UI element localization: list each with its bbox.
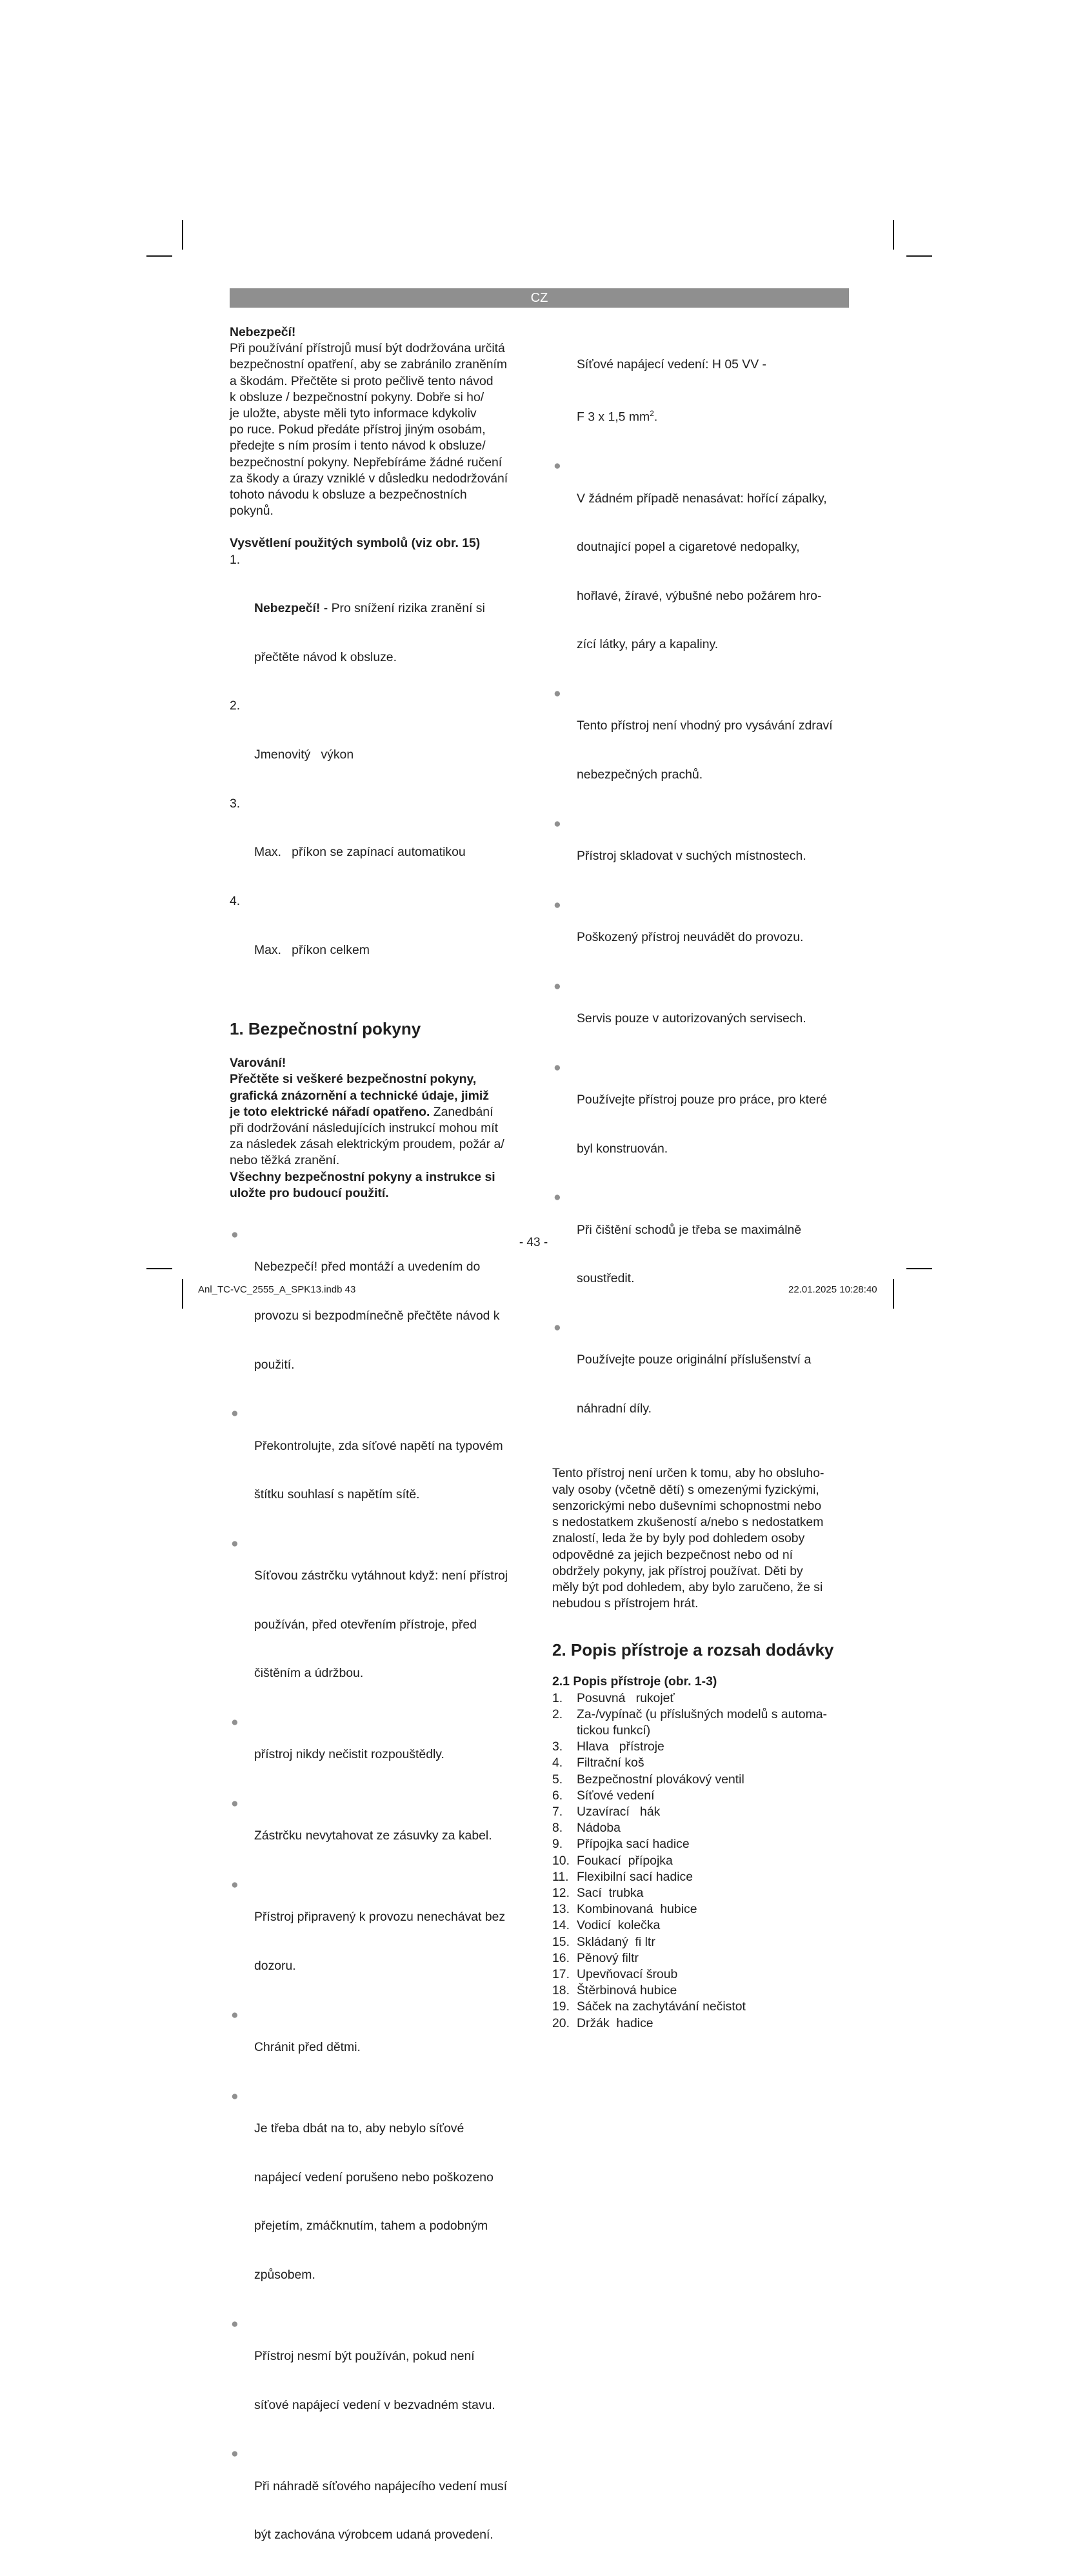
safety-bullet-list-continued [552, 458, 849, 1449]
list-number: 3. [230, 796, 241, 811]
text-line: za následek zásah elektrickým proudem, požár a/ [230, 1137, 504, 1152]
text-line: měly být pod dohledem, aby bylo zaručeno, že si [552, 1580, 823, 1594]
text-line: senzorickými nebo duševními schopnostmi nebo [552, 1498, 822, 1513]
bullet-text: Používejte pouze originální příslušenství a [577, 1352, 812, 1367]
part-text: Foukací přípojka [577, 1853, 673, 1868]
bullet-text: doutnající popel a cigaretové nedopalky, [577, 540, 800, 555]
list-item [552, 1983, 849, 1999]
text-line: obdržely pokyny, jak přístroj používat. Děti by [552, 1563, 803, 1578]
list-item [230, 796, 533, 893]
list-number: 16. [552, 1950, 570, 1965]
list-item [552, 897, 849, 978]
symbols-title: Vysvětlení použitých symbolů (viz obr. 15) [230, 536, 481, 551]
danger-title: Nebezpečí! [230, 325, 296, 339]
list-item [552, 1999, 849, 2015]
list-item [230, 698, 533, 795]
bullet-text: síťové napájecí vedení v bezvadném stavu. [254, 2397, 495, 2412]
list-number: 2. [230, 698, 241, 713]
part-text: Štěrbinová hubice [577, 1983, 677, 1998]
bullet-text: hořlavé, žíravé, výbušné nebo požárem hro- [577, 588, 822, 603]
bullet-text: přejetím, zmáčknutím, tahem a podobným [254, 2219, 488, 2234]
symbol-text: Jmenovitý výkon [254, 748, 354, 762]
bullet-text: náhradní díly. [577, 1401, 652, 1416]
bullet-dot: ● [231, 1878, 239, 1892]
symbol-text: Max. příkon celkem [254, 942, 370, 957]
bullet-text: V žádném případě nenasávat: hořící zápalky, [577, 491, 827, 506]
list-item [552, 458, 849, 686]
list-item [552, 1755, 849, 1771]
bullet-text: Je třeba dbát na to, aby nebylo síťové [254, 2121, 464, 2136]
bullet-text: Při čištění schodů je třeba se maximálně [577, 1222, 802, 1237]
bullet-text: provozu si bezpodmínečně přečtěte návod k [254, 1308, 500, 1323]
list-item [552, 1885, 849, 1901]
bullet-text: čištěním a údržbou. [254, 1666, 364, 1681]
crop-mark-bottom-right-horizontal [906, 1268, 932, 1269]
bullet-dot: ● [553, 897, 561, 912]
bullet-text: Poškozený přístroj neuvádět do provozu. [577, 929, 804, 944]
text-line: bezpečnostní pokyny. Nepřebíráme žádné ručení [230, 455, 503, 470]
list-item [552, 1739, 849, 1755]
bullet-dot: ● [553, 816, 561, 831]
list-number: 14. [552, 1918, 570, 1933]
list-item [552, 1320, 849, 1450]
bullet-text: Přístroj připravený k provozu nenechávat bez [254, 1910, 506, 1925]
list-item [552, 1836, 849, 1852]
part-text: Skládaný fi ltr [577, 1934, 655, 1949]
list-number: 13. [552, 1902, 570, 1917]
bullet-dot: ● [231, 2446, 239, 2461]
crop-mark-top-right-horizontal [906, 255, 932, 257]
danger-paragraph [230, 341, 533, 519]
bullet-text: Přístroj skladovat v suchých místnostech. [577, 848, 806, 863]
list-item [230, 552, 533, 698]
list-number: 5. [552, 1772, 563, 1787]
list-number: 8. [552, 1821, 563, 1836]
bullet-text: přístroj nikdy nečistit rozpouštědly. [254, 1747, 444, 1762]
symbol-text: přečtěte návod k obsluze. [254, 649, 397, 664]
footer-datetime: 22.01.2025 10:28:40 [788, 1284, 877, 1295]
bullet-text: nebezpečných prachů. [577, 767, 703, 782]
warning-title: Varování! [230, 1056, 286, 1071]
bullet-dot: ● [553, 1190, 561, 1205]
list-number: 10. [552, 1853, 570, 1868]
subsection-2-1-heading: 2.1 Popis přístroje (obr. 1-3) [552, 1674, 717, 1689]
list-item [230, 1877, 533, 2007]
part-text: Přípojka sací hadice [577, 1837, 690, 1852]
cable-spec-line: Síťové napájecí vedení: H 05 VV - [577, 357, 766, 372]
list-item [552, 686, 849, 816]
part-text: Upevňovací šroub [577, 1967, 678, 1981]
list-number: 20. [552, 2016, 570, 2030]
list-item [230, 1405, 533, 1536]
list-number: 3. [552, 1739, 563, 1754]
bullet-text: způsobem. [254, 2267, 315, 2282]
part-text: Posuvná rukojeť [577, 1690, 675, 1705]
list-item [552, 1901, 849, 1917]
bullet-text: použití. [254, 1357, 295, 1372]
list-item [230, 1536, 533, 1714]
bullet-dot: ● [231, 1227, 239, 1242]
bullet-text: Překontrolujte, zda síťové napětí na typovém [254, 1438, 503, 1453]
text-line: tohoto návodu k obsluze a bezpečnostních [230, 488, 467, 502]
part-text: Síťové vedení [577, 1788, 655, 1803]
crop-mark-bottom-right-vertical [893, 1279, 894, 1309]
list-item [552, 978, 849, 1060]
list-item [552, 1934, 849, 1950]
bullet-text: Při náhradě síťového napájecího vedení musí [254, 2479, 508, 2493]
list-number: 9. [552, 1837, 563, 1852]
bullet-text: Servis pouze v autorizovaných servisech. [577, 1011, 806, 1025]
crop-mark-top-left-vertical [182, 220, 183, 250]
crop-mark-top-left-horizontal [146, 255, 172, 257]
list-number: 17. [552, 1967, 570, 1981]
part-text: tickou funkcí) [577, 1723, 651, 1738]
bullet-text: štítku souhlasí s napětím sítě. [254, 1487, 420, 1502]
list-number: 4. [230, 893, 241, 908]
bullet-dot: ● [231, 2316, 239, 2331]
bullet-text: Zástrčku nevytahovat ze zásuvky za kabel. [254, 1828, 492, 1843]
warning-bold-text: je toto elektrické nářadí opatřeno. [230, 1104, 430, 1119]
text-line: bezpečnostní opatření, aby se zabránilo zraněním [230, 357, 508, 372]
list-item [230, 1714, 533, 1796]
cable-spec-end: . [653, 410, 658, 424]
warning-text: Zanedbání [430, 1104, 494, 1119]
list-number: 6. [552, 1788, 563, 1803]
bullet-text: být zachována výrobcem udaná provedení. [254, 2528, 494, 2542]
list-number: 7. [552, 1804, 563, 1819]
bullet-text: Chránit před dětmi. [254, 2040, 361, 2055]
bullet-text: zící látky, páry a kapaliny. [577, 637, 719, 652]
language-header-bar [230, 288, 849, 308]
text-line: s nedostatkem zkušeností a/nebo s nedostatkem [552, 1515, 824, 1530]
list-number: 15. [552, 1934, 570, 1949]
bullet-text: Používejte přístroj pouze pro práce, pro které [577, 1093, 828, 1107]
bullet-dot: ● [231, 2007, 239, 2022]
warning-bold-text: uložte pro budoucí použití. [230, 1185, 389, 1200]
list-item [552, 1804, 849, 1820]
bullet-dot: ● [231, 1796, 239, 1811]
list-number: 4. [552, 1756, 563, 1770]
left-column [230, 324, 533, 2576]
list-item [552, 1869, 849, 1885]
text-line: nebudou s přístrojem hrát. [552, 1596, 699, 1611]
list-number: 1. [230, 552, 241, 567]
bullet-text: soustředit. [577, 1271, 635, 1286]
page-number: - 43 - [519, 1236, 548, 1249]
bullet-dot: ● [553, 686, 561, 700]
part-text: Držák hadice [577, 2016, 653, 2030]
text-line: po ruce. Pokud předáte přístroj jiným osobám, [230, 422, 486, 437]
symbol-text: Max. příkon se zapínací automatikou [254, 845, 466, 860]
part-text: Kombinovaná hubice [577, 1902, 697, 1917]
bullet-text: dozoru. [254, 1959, 296, 1974]
list-item [552, 1853, 849, 1869]
list-item [552, 1917, 849, 1934]
bullet-dot: ● [231, 1715, 239, 1730]
list-item [552, 2016, 849, 2032]
list-item [552, 1772, 849, 1788]
text-line: a škodám. Přečtěte si proto pečlivě tento návod [230, 373, 494, 388]
bullet-text: Přístroj nesmí být používán, pokud není [254, 2348, 475, 2363]
list-item [552, 1707, 849, 1739]
footer-file-info: Anl_TC-VC_2555_A_SPK13.indb 43 [198, 1284, 356, 1295]
right-column [552, 324, 849, 2032]
bullet-text: používán, před otevřením přístroje, před [254, 1617, 477, 1632]
crop-mark-bottom-left-vertical [182, 1279, 183, 1309]
text-line: odpovědné za jejich bezpečnost nebo od ní [552, 1547, 793, 1562]
list-item [230, 893, 533, 991]
bullet-text: Síťovou zástrčku vytáhnout když: není přístroj [254, 1569, 508, 1583]
text-line: je uložte, abyste měli tyto informace kdykoliv [230, 406, 477, 421]
warning-bold-text: Přečtěte si veškeré bezpečnostní pokyny, [230, 1072, 477, 1087]
bullet-dot: ● [231, 1406, 239, 1421]
text-line: za škody a úrazy vzniklé v důsledku nedodržování [230, 471, 508, 486]
list-number: 1. [552, 1690, 563, 1705]
list-item [552, 816, 849, 897]
language-code: CZ [530, 291, 548, 305]
list-item [552, 1690, 849, 1707]
list-item [552, 1950, 849, 1967]
symbol-text: - Pro snížení rizika zranění si [320, 601, 485, 616]
list-item [552, 1788, 849, 1804]
part-text: Nádoba [577, 1821, 621, 1836]
section-2-heading: 2. Popis přístroje a rozsah dodávky [552, 1640, 834, 1660]
bullet-text: napájecí vedení porušeno nebo poškozeno [254, 2170, 494, 2185]
list-number: 19. [552, 1999, 570, 2014]
text-line: valy osoby (včetně dětí) s omezenými fyzickými, [552, 1482, 819, 1497]
part-text: Flexibilní sací hadice [577, 1869, 693, 1884]
text-line: Tento přístroj není určen k tomu, aby ho obsluho- [552, 1466, 824, 1481]
list-number: 12. [552, 1885, 570, 1900]
warning-bold-text: Všechny bezpečnostní pokyny a instrukce si [230, 1169, 495, 1184]
crop-mark-bottom-left-horizontal [146, 1268, 172, 1269]
part-text: Filtrační koš [577, 1756, 644, 1770]
list-item [230, 2007, 533, 2088]
part-text: Uzavírací hák [577, 1804, 661, 1819]
list-number: 11. [552, 1869, 569, 1884]
text-line: k obsluze / bezpečnostní pokyny. Dobře si ho/ [230, 390, 484, 404]
part-text: Vodicí kolečka [577, 1918, 661, 1933]
text-line: předejte s ním prosím i tento návod k obsluze/ [230, 439, 486, 453]
part-text: Sací trubka [577, 1885, 644, 1900]
list-item [552, 1820, 849, 1836]
list-item [230, 2316, 533, 2446]
text-line: při dodržování následujících instrukcí mohou mít [230, 1120, 499, 1135]
part-text: Za-/vypínač (u příslušných modelů s automa- [577, 1707, 827, 1721]
bullet-dot: ● [231, 1536, 239, 1551]
symbols-list [230, 552, 533, 991]
bullet-text: Tento přístroj není vhodný pro vysávání zdraví [577, 718, 833, 733]
bullet-dot: ● [553, 978, 561, 993]
text-line: pokynů. [230, 504, 274, 519]
list-item [230, 1796, 533, 1877]
part-text: Bezpečnostní plovákový ventil [577, 1772, 744, 1787]
bullet-dot: ● [553, 459, 561, 473]
list-item [552, 1060, 849, 1190]
bullet-dot: ● [231, 2088, 239, 2103]
children-paragraph [552, 1465, 849, 1612]
list-number: 2. [552, 1707, 563, 1721]
section-1-heading: 1. Bezpečnostní pokyny [230, 1019, 421, 1039]
safety-bullet-list [230, 1227, 533, 2576]
list-item [230, 2088, 533, 2316]
list-item [230, 2446, 533, 2576]
bullet-dot: ● [553, 1060, 561, 1075]
text-line: znalostí, leda že by byly pod dohledem osoby [552, 1531, 805, 1546]
part-text: Sáček na zachytávání nečistot [577, 1999, 746, 2014]
part-text: Pěnový filtr [577, 1950, 639, 1965]
list-item [552, 1189, 849, 1320]
bullet-dot: ● [553, 1320, 561, 1334]
bullet-text: byl konstruován. [577, 1141, 668, 1156]
parts-list [552, 1690, 849, 2032]
crop-mark-top-right-vertical [893, 220, 894, 250]
symbol-bold-label: Nebezpečí! [254, 601, 321, 616]
cable-spec [552, 324, 849, 458]
warning-bold-text: grafická znázornění a technické údaje, jimiž [230, 1088, 489, 1103]
superscript: 2 [650, 409, 654, 419]
part-text: Hlava přístroje [577, 1739, 664, 1754]
list-item [552, 1967, 849, 1983]
cable-spec-line: F 3 x 1,5 mm [577, 410, 650, 424]
text-line: Při používání přístrojů musí být dodržována určitá [230, 341, 505, 356]
text-line: nebo těžká zranění. [230, 1153, 340, 1168]
bullet-text: Nebezpečí! před montáží a uvedením do [254, 1260, 481, 1274]
list-item [230, 1227, 533, 1405]
list-number: 18. [552, 1983, 570, 1998]
